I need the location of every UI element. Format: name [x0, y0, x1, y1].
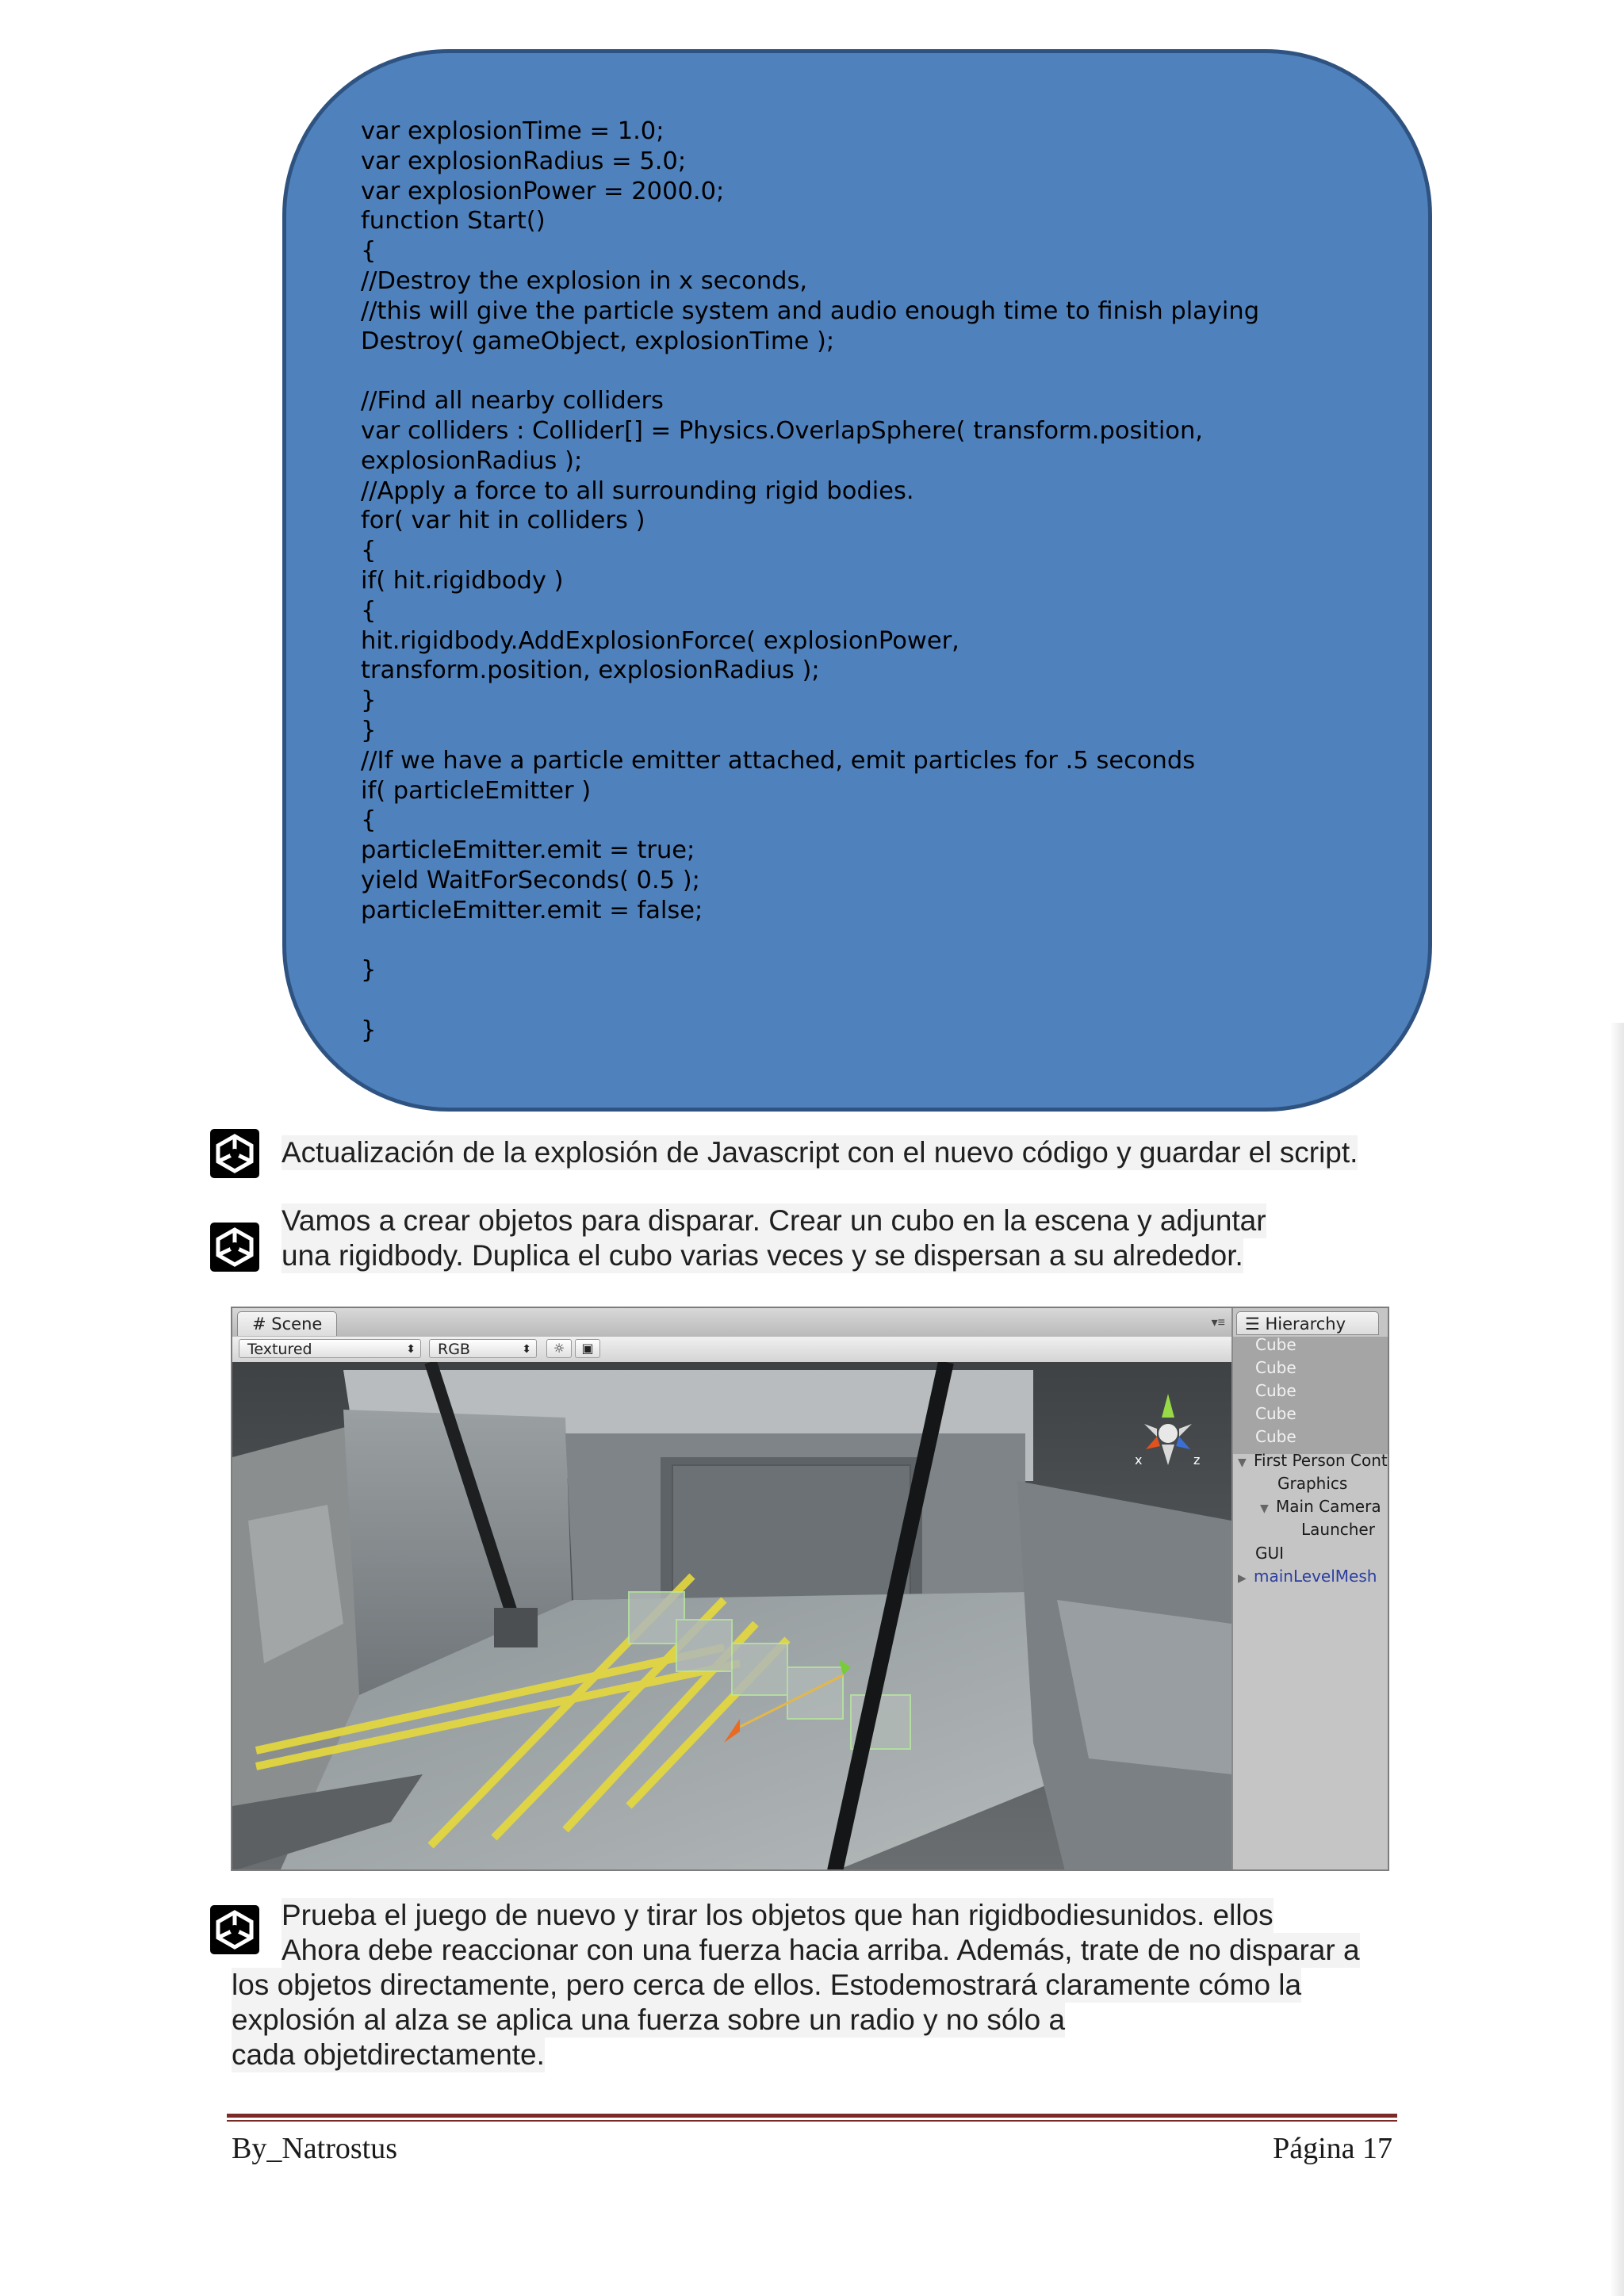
instruction-paragraph-3-line-4: explosión al alza se aplica una fuerza sobre un radio y no sólo a: [232, 2003, 1066, 2036]
footer-rule-thin: [227, 2120, 1397, 2122]
code-line: {: [361, 806, 377, 835]
code-line: hit.rigidbody.AddExplosionForce( explosionPower,: [361, 626, 959, 655]
code-line: transform.position, explosionRadius );: [361, 656, 820, 685]
code-line: }: [361, 1016, 377, 1044]
hierarchy-item-cube[interactable]: Cube: [1255, 1404, 1297, 1423]
hierarchy-item-cube[interactable]: Cube: [1255, 1427, 1297, 1446]
hierarchy-item-cube[interactable]: Cube: [1255, 1381, 1297, 1400]
code-line: Destroy( gameObject, explosionTime );: [361, 327, 835, 355]
instruction-paragraph-2-line-2: una rigidbody. Duplica el cubo varias veces y se dispersan a su alrededor.: [282, 1239, 1243, 1272]
tab-scene[interactable]: [237, 1311, 337, 1336]
code-line: particleEmitter.emit = false;: [361, 896, 703, 924]
code-line: if( particleEmitter ): [361, 776, 592, 805]
hierarchy-item-cube[interactable]: Cube: [1255, 1335, 1297, 1354]
render-mode-value: Textured: [247, 1341, 312, 1358]
unity-logo-icon: [210, 1223, 259, 1272]
hierarchy-item-label: First Person Cont: [1254, 1451, 1388, 1470]
hierarchy-item-graphics[interactable]: Graphics: [1277, 1474, 1348, 1493]
instruction-paragraph-1: Actualización de la explosión de Javascript con el nuevo código y guardar el script.: [282, 1136, 1358, 1169]
instruction-paragraph-3-line-2: Ahora debe reaccionar con una fuerza hacia arriba. Además, trate de no disparar a: [282, 1934, 1360, 1966]
collapse-triangle-icon[interactable]: ▶: [1238, 1572, 1247, 1585]
scene-tab-bar: [232, 1308, 1231, 1337]
instruction-paragraph-3-line-5: cada objetdirectamente.: [232, 2038, 545, 2071]
code-line: if( hit.rigidbody ): [361, 566, 564, 595]
footer-author: By_Natrostus: [232, 2132, 397, 2165]
list-icon: ☰: [1245, 1314, 1260, 1334]
footer-rule: [227, 2114, 1397, 2118]
expand-triangle-icon[interactable]: ▼: [1260, 1502, 1269, 1515]
hierarchy-item-main-level-mesh[interactable]: [1238, 1565, 1377, 1590]
code-line: var explosionRadius = 5.0;: [361, 147, 687, 175]
code-callout: [282, 49, 1432, 1112]
code-block: [361, 117, 1259, 1046]
grid-icon: #: [252, 1314, 266, 1334]
instruction-paragraph-3-line-1: Prueba el juego de nuevo y tirar los objetos que han rigidbodiesunidos. ellos: [282, 1899, 1274, 1931]
page-edge-shadow: [1610, 1023, 1624, 2296]
gizmo-z-label: z: [1193, 1452, 1201, 1468]
code-line: for( var hit in colliders ): [361, 507, 645, 535]
code-line: function Start(): [361, 207, 546, 235]
scene-toolbar: [232, 1337, 1231, 1363]
hierarchy-item-gui[interactable]: GUI: [1255, 1544, 1285, 1563]
hierarchy-item-label: Main Camera: [1276, 1497, 1381, 1516]
tab-hierarchy[interactable]: [1236, 1311, 1379, 1335]
code-line: }: [361, 716, 377, 744]
code-line: [361, 985, 1259, 1016]
color-mode-dropdown[interactable]: [429, 1339, 537, 1358]
code-line: explosionRadius );: [361, 446, 583, 475]
code-line: }: [361, 687, 377, 715]
unity-editor-screenshot: [231, 1307, 1389, 1871]
hierarchy-panel: [1231, 1308, 1389, 1871]
dropdown-arrow-icon: ⬍: [406, 1343, 416, 1356]
hierarchy-item-first-person-controller[interactable]: [1238, 1449, 1388, 1475]
instruction-paragraph-2-line-1: Vamos a crear objetos para disparar. Crear un cubo en la escena y adjuntar: [282, 1204, 1266, 1237]
footer-page-number: Página 17: [1273, 2132, 1392, 2165]
code-line: {: [361, 596, 377, 625]
render-mode-dropdown[interactable]: [239, 1339, 421, 1358]
tab-scene-label: Scene: [271, 1314, 323, 1334]
code-line: //Find all nearby colliders: [361, 387, 664, 415]
dropdown-arrow-icon: ⬍: [522, 1343, 531, 1356]
hierarchy-item-cube[interactable]: Cube: [1255, 1358, 1297, 1377]
code-line: //If we have a particle emitter attached, emit particles for .5 seconds: [361, 746, 1196, 775]
code-line: [361, 926, 1259, 956]
code-line: var explosionPower = 2000.0;: [361, 177, 725, 205]
code-line: [361, 356, 1259, 386]
gizmo-x-label: x: [1135, 1452, 1143, 1468]
code-line: var explosionTime = 1.0;: [361, 117, 665, 145]
tab-hierarchy-label: Hierarchy: [1265, 1314, 1346, 1334]
code-line: {: [361, 237, 377, 266]
scene-lighting-toggle-icon[interactable]: ☼: [546, 1339, 572, 1358]
panel-menu-icon[interactable]: ▾≡: [1211, 1316, 1225, 1330]
hierarchy-item-main-camera[interactable]: [1260, 1495, 1381, 1521]
scene-render: [232, 1362, 1231, 1871]
hierarchy-item-label: mainLevelMesh: [1254, 1567, 1377, 1586]
code-line: //Destroy the explosion in x seconds,: [361, 266, 808, 295]
code-line: yield WaitForSeconds( 0.5 );: [361, 866, 700, 894]
color-mode-value: RGB: [438, 1341, 470, 1358]
code-line: //Apply a force to all surrounding rigid bodies.: [361, 476, 914, 505]
code-line: var colliders : Collider[] = Physics.OverlapSphere( transform.position,: [361, 416, 1203, 445]
unity-logo-icon: [210, 1905, 259, 1954]
unity-logo-icon: [210, 1129, 259, 1178]
code-line: //this will give the particle system and audio enough time to finish playing: [361, 297, 1260, 325]
code-line: particleEmitter.emit = true;: [361, 836, 695, 865]
code-line: {: [361, 537, 377, 565]
code-line: }: [361, 956, 377, 985]
expand-triangle-icon[interactable]: ▼: [1238, 1456, 1247, 1469]
scene-image-toggle-icon[interactable]: ▣: [575, 1339, 600, 1358]
hierarchy-item-launcher[interactable]: Launcher: [1301, 1520, 1375, 1539]
scene-viewport[interactable]: [232, 1362, 1231, 1871]
instruction-paragraph-3-line-3: los objetos directamente, pero cerca de ellos. Estodemostrará claramente cómo la: [232, 1969, 1302, 2001]
